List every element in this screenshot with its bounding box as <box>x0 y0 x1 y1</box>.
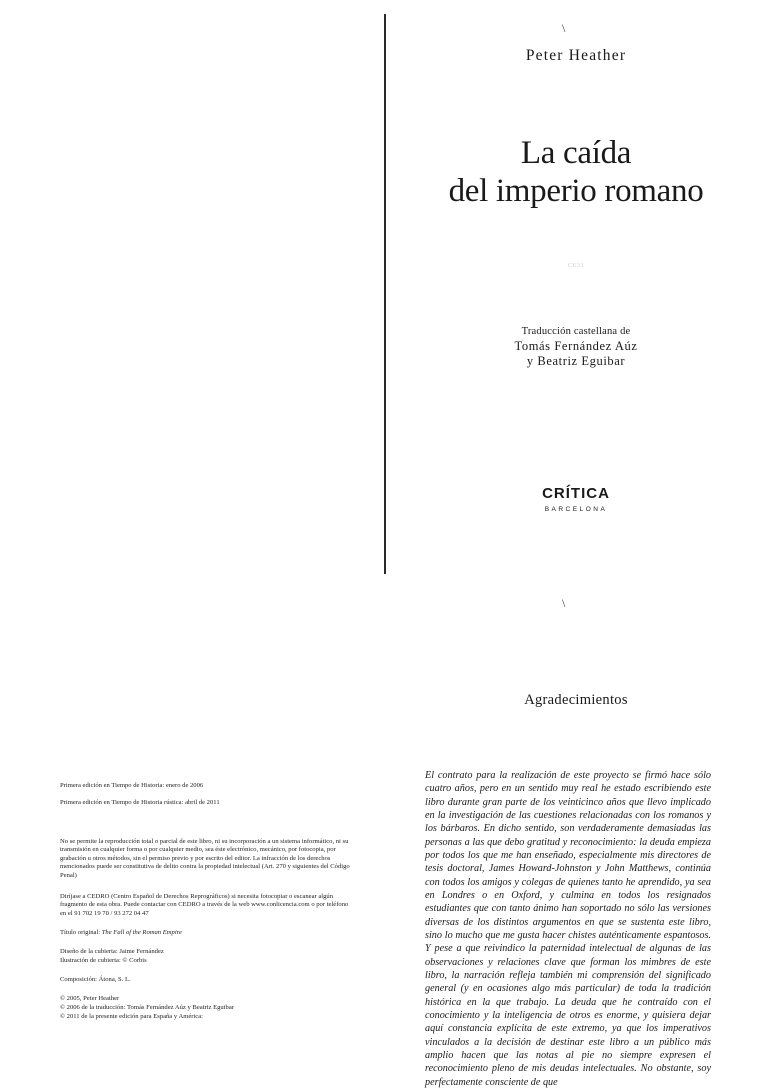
copyright-line-3: © 2011 de la presente edición para España y América: <box>60 1013 203 1020</box>
translator-1: Tomás Fernández Aúz <box>514 339 638 353</box>
cover-illustration-credit: Ilustración de cubierta: © Corbis <box>60 957 147 964</box>
margin-mark-2: \ <box>562 596 566 610</box>
edition-line-2: Primera edición en Tiempo de Historia rústica: abril de 2011 <box>60 799 220 806</box>
publisher-logo: CRÍTICA <box>542 485 610 502</box>
book-title-line-1: La caída <box>520 135 632 171</box>
margin-mark: \ <box>562 21 566 35</box>
original-title-line <box>60 929 352 937</box>
author-name: Peter Heather <box>525 47 627 64</box>
book-title-line-2: del imperio romano <box>448 173 704 209</box>
publisher-city: BARCELONA <box>544 506 608 513</box>
edition-line-1: Primera edición en Tiempo de Historia: enero de 2006 <box>60 782 204 789</box>
cover-design-credit: Diseño de la cubierta: Jaime Fernández <box>60 948 164 955</box>
original-title: The Fall of the Roman Empire <box>101 929 182 936</box>
copyright-line-1: © 2005, Peter Heather <box>60 995 120 1002</box>
cedro-notice: Diríjase a CEDRO (Centro Español de Derechos Reprográficos) si necesita fotocopiar o escanear algún fragmento de esta obra. Puede contactar con CEDRO a través de la web www.conlicencia.com o por teléfono en el 91 702 19 70 / 93 272 04 47 <box>60 893 349 917</box>
rights-notice: No se permite la reproducción total o parcial de este libro, ni su incorporación a un sistema informático, ni su transmisión en cualquier forma o por cualquier medio, sea éste electrónico, mecánico, por fotocopia, por grabación u otros métodos, sin el permiso previo y por escrito del editor. La infracción de los derechos mencionados puede ser constitutiva de delito contra la propiedad intelectual (Art. 270 y siguientes del Código Penal) <box>60 838 350 879</box>
translation-label: Traducción castellana de <box>521 326 631 337</box>
acknowledgements-text: El contrato para la realización de este proyecto se firmó hace sólo cuatro años, pero en un sentido muy real he estado escribiendo este libro durante gran parte de los veinticinco años que llevo implicado en la investigación de las cuestiones relacionadas con los romanos y los bárbaros. En dicho sentido, son verdaderamente demasiadas las personas a las que debo gratitud y reconocimiento: la deuda empieza por todos los que me han enseñado, especialmente mis directores de tesis doctoral, James Howard-Johnston y John Matthews, continúa con todos los amigos y colegas de quienes tanto he aprendido, ya sea en Londres o en Oxford, y culmina en todos los resignados estudiantes que con tanto ánimo han soportado no sólo las versiones diversas de los distintos argumentos en que se sustenta este libro, sino lo mucho que me gusta hacer chistes auténticamente espantosos. Y pese a que reivindico la paternidad intelectual de algunas de las observaciones y relaciones clave que forman los mimbres de este libro, la narración refleja también mi comprensión del significado general (y en ocasiones algo más particular) de toda la tradición histórica en la que trabajo. La deuda que he contraído con el conocimiento y la inteligencia de otros es enorme, y quisiera dejar aquí constancia explícita de este extremo, ya que los imperativos vinculados a la decisión de destinar este libro a un público más amplio hacen que las notas al pie no siempre expresen el reconocimiento pleno de mis deudas intelectuales. No obstante, soy perfectamente consciente de que <box>425 770 711 1088</box>
translator-2: y Beatriz Eguibar <box>526 354 626 368</box>
section-heading: Agradecimientos <box>524 692 628 708</box>
book-title <box>384 134 768 210</box>
composition-credit: Composición: Átona, S. L. <box>60 976 131 983</box>
original-title-label: Título original: <box>60 929 101 936</box>
copyright-line-2: © 2006 de la traducción: Tomás Fernández Aúz y Beatriz Eguibar <box>60 1004 234 1011</box>
stamp-smudge: CU31 <box>567 263 585 269</box>
